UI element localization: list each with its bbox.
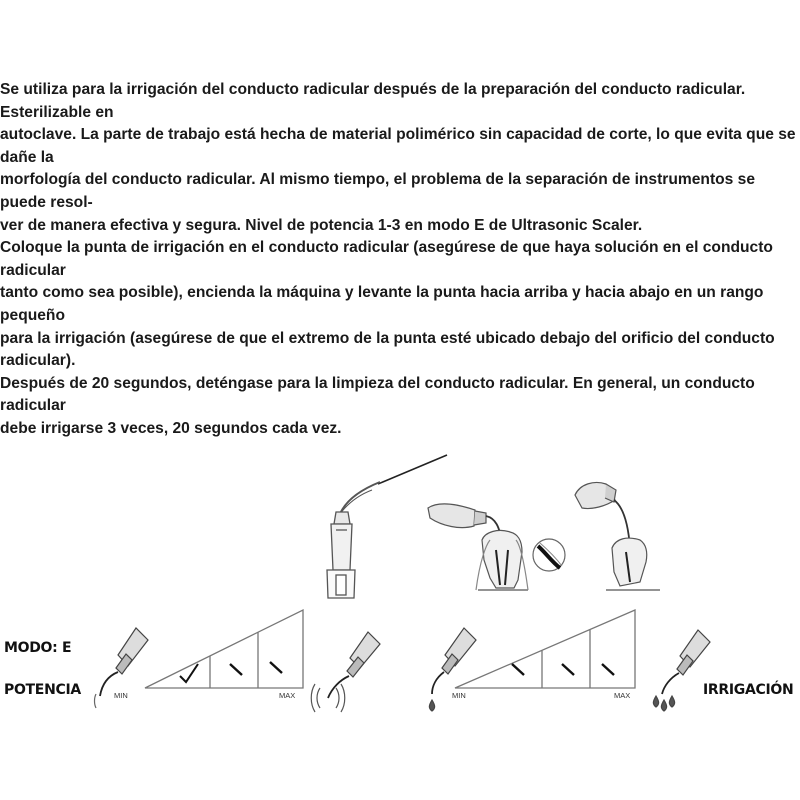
irrigation-tip-illustration — [327, 455, 447, 598]
irrigation-max-label: MAX — [614, 691, 631, 700]
tooth-with-tip-illustration — [575, 482, 660, 590]
irrigation-label: IRRIGACIÓN — [703, 682, 794, 698]
handpiece-max-power-icon — [311, 632, 380, 712]
power-min-label: MIN — [114, 691, 128, 700]
mode-label: MODO: E — [4, 640, 72, 656]
irrigation-min-label: MIN — [452, 691, 466, 700]
tooth-with-tip-illustration — [428, 504, 528, 590]
power-label: POTENCIA — [4, 682, 81, 698]
magnified-detail-illustration — [533, 539, 565, 571]
paragraph-line: autoclave. La parte de trabajo está hecha de material polimérico sin capacidad de corte, lo que evita que se dañe la — [0, 126, 796, 166]
paragraph-line: Coloque la punta de irrigación en el conducto radicular (asegúrese de que haya solución en el conducto radicular — [0, 239, 773, 279]
paragraph-line: ver de manera efectiva y segura. Nivel de potencia 1-3 en modo E de Ultrasonic Scaler. — [0, 216, 643, 234]
paragraph-line: Se utiliza para la irrigación del conducto radicular después de la preparación del conducto radicular. Esterilizable en — [0, 81, 746, 121]
paragraph-line: morfología del conducto radicular. Al mismo tiempo, el problema de la separación de instrumentos se puede resol- — [0, 171, 756, 211]
paragraph-line: Después de 20 segundos, deténgase para la limpieza del conducto radicular. En general, un conducto radicular — [0, 374, 755, 415]
paragraph-line: para la irrigación (asegúrese de que el extremo de la punta esté ubicado debajo del orificio del conducto radicular). — [0, 329, 775, 370]
handpiece-max-irrigation-icon — [653, 630, 710, 711]
paragraph-line: tanto como sea posible), encienda la máquina y levante la punta hacia arriba y hacia abajo en un rango pequeño — [0, 284, 764, 324]
power-scale — [145, 610, 303, 688]
power-max-label: MAX — [279, 691, 296, 700]
paragraph-line: debe irrigarse 3 veces, 20 segundos cada vez. — [0, 419, 342, 437]
irrigation-scale — [455, 610, 635, 688]
